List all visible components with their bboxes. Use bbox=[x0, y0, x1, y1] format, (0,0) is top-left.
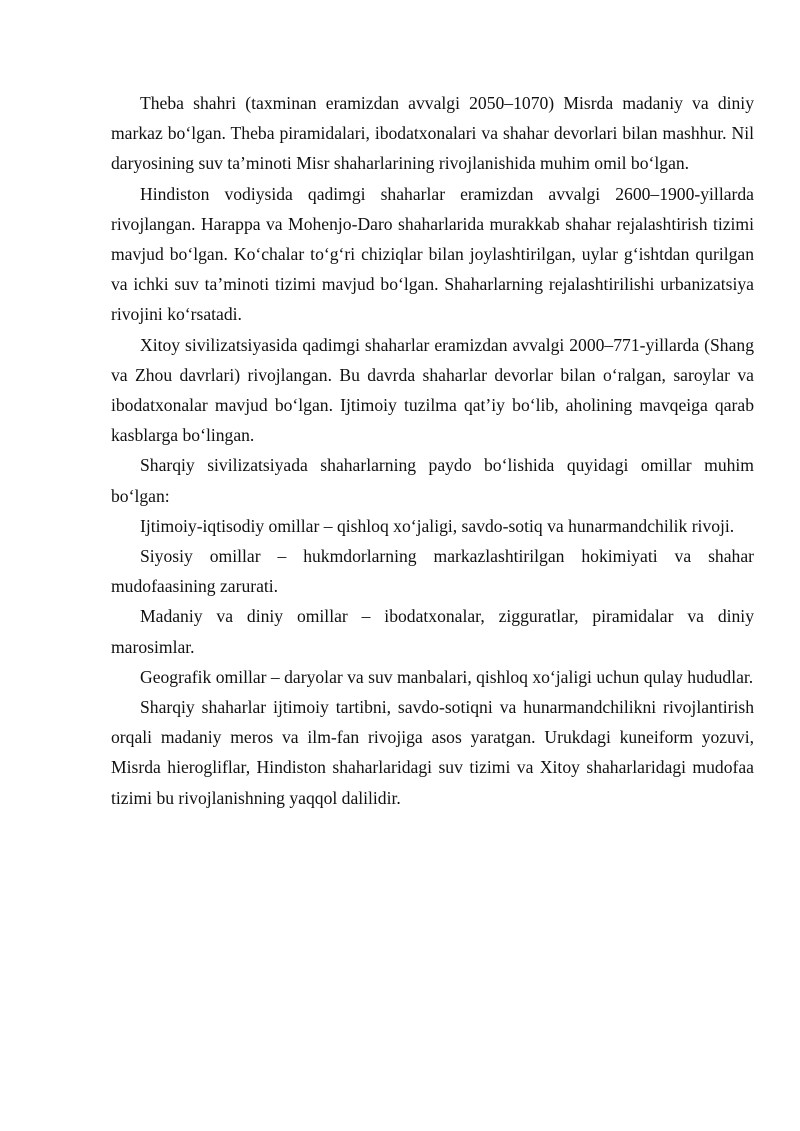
document-page bbox=[111, 88, 754, 813]
paragraph-ijtimoiy-iqtisodiy: Ijtimoiy-iqtisodiy omillar – qishloq xo‘jaligi, savdo-sotiq va hunarmandchilik rivoji. bbox=[140, 515, 735, 536]
paragraph-hindiston: Hindiston vodiysida qadimgi shaharlar eramizdan avvalgi 2600–1900-yillarda rivojlangan. Harappa va Mohenjo-Daro shaharlarida murakkab shahar rejalashtirish tizimi mavjud bo‘lgan. Ko‘chalar to‘g‘ri chiziqlar bilan joylashtirilgan, uylar g‘ishtdan qurilgan va ichki suv ta’minoti tizimi mavjud bo‘lgan. Shaharlarning rejalashtirilishi urbanizatsiya rivojini ko‘rsatadi. bbox=[111, 183, 754, 325]
paragraph-madaniy-diniy: Madaniy va diniy omillar – ibodatxonalar, zigguratlar, piramidalar va diniy marosimlar. bbox=[111, 606, 754, 657]
paragraph-theba: Theba shahri (taxminan eramizdan avvalgi 2050–1070) Misrda madaniy va diniy markaz bo‘lgan. Theba piramidalari, ibodatxonalari va shahar devorlari bilan mashhur. Nil daryosining suv ta’minoti Misr shaharlarining rivojlanishida muhim omil bo‘lgan. bbox=[111, 93, 754, 174]
paragraph-xitoy: Xitoy sivilizatsiyasida qadimgi shaharlar eramizdan avvalgi 2000–771-yillarda (Shang va Zhou davrlari) rivojlangan. Bu davrda shaharlar devorlar bilan o‘ralgan, saroylar va ibodatxonalar mavjud bo‘lgan. Ijtimoiy tuzilma qat’iy bo‘lib, aholining mavqeiga qarab kasblarga bo‘lingan. bbox=[111, 334, 754, 446]
paragraph-sharqiy-omillar-intro: Sharqiy sivilizatsiyada shaharlarning paydo bo‘lishida quyidagi omillar muhim bo‘lgan: bbox=[111, 455, 754, 506]
paragraph-geografik: Geografik omillar – daryolar va suv manbalari, qishloq xo‘jaligi uchun qulay hududlar. bbox=[140, 666, 754, 687]
paragraph-siyosiy: Siyosiy omillar – hukmdorlarning markazlashtirilgan hokimiyati va shahar mudofaasining zarurati. bbox=[111, 546, 754, 597]
paragraph-xulosa: Sharqiy shaharlar ijtimoiy tartibni, savdo-sotiqni va hunarmandchilikni rivojlantirish orqali madaniy meros va ilm-fan rivojiga asos yaratgan. Urukdagi kuneiform yozuvi, Misrda hierogliflar, Hindiston shaharlaridagi suv tizimi va Xitoy shaharlaridagi mudofaa tizimi bu rivojlanishning yaqqol dalilidir. bbox=[111, 697, 754, 808]
